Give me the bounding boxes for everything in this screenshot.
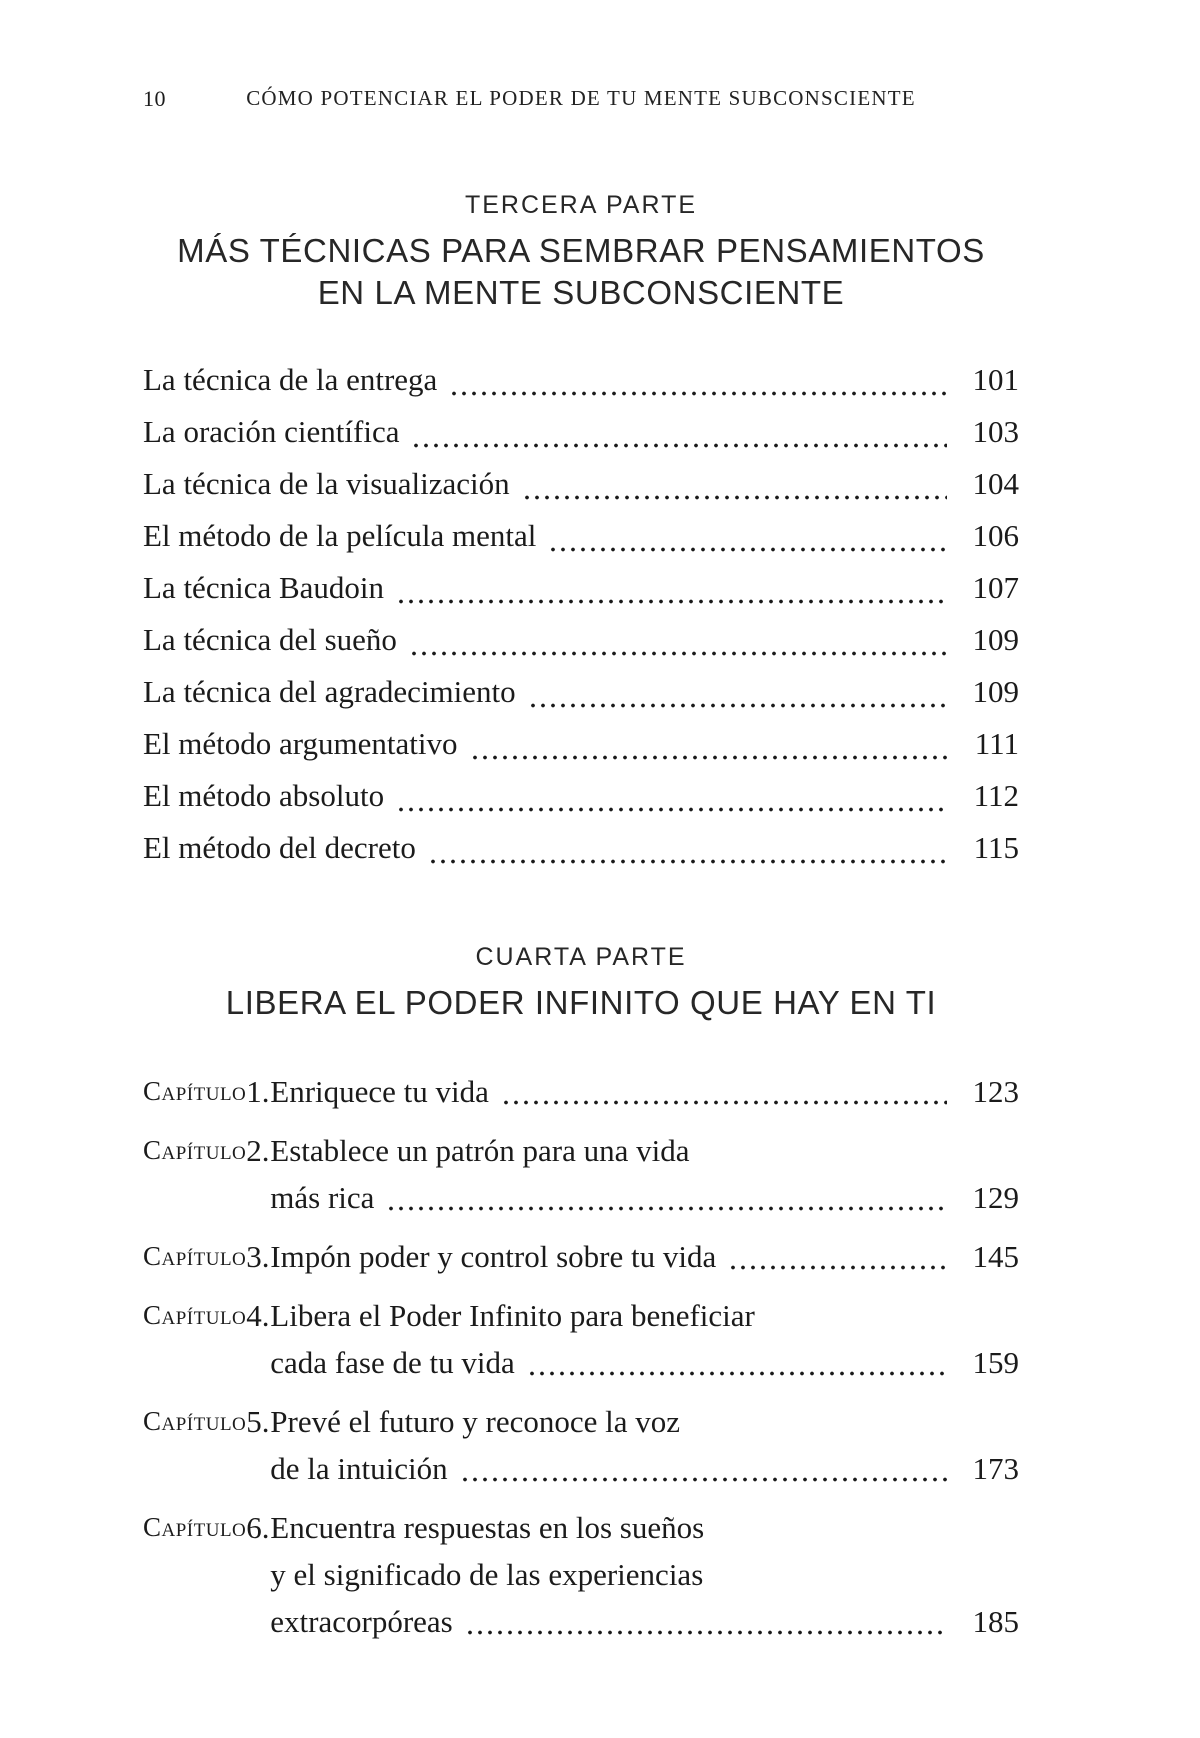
- dot-leader: [449, 391, 947, 396]
- chapter-title-line: más rica: [270, 1180, 375, 1215]
- toc-entry: [143, 562, 1019, 614]
- chapter-body: [246, 1127, 1019, 1221]
- chapter-entry: [143, 1292, 1019, 1386]
- toc-entry-page: 109: [972, 674, 1019, 709]
- chapter-title-line: Establece un patrón para una vida: [270, 1133, 690, 1168]
- toc-entry-title: La oración científica: [143, 414, 400, 449]
- chapter-label: Capítulo: [143, 1241, 247, 1271]
- chapter-title-line: cada fase de tu vida: [270, 1345, 515, 1380]
- chapter-label: Capítulo: [143, 1300, 247, 1330]
- chapter-number: 6.: [246, 1510, 270, 1545]
- chapter-title-line: y el significado de las experiencias: [270, 1557, 704, 1592]
- chapter-number: 1.: [246, 1074, 270, 1109]
- dot-leader: [465, 1630, 947, 1635]
- chapter-line: [246, 1174, 1019, 1221]
- chapter-line: [246, 1398, 1019, 1445]
- toc-entry-page: 101: [972, 362, 1019, 397]
- toc-entry: [143, 510, 1019, 562]
- chapter-page: 129: [972, 1180, 1019, 1215]
- chapter-entry: [143, 1398, 1019, 1492]
- toc-entry-page: 109: [972, 622, 1019, 657]
- toc-entry-page: 107: [972, 570, 1019, 605]
- toc-entry: [143, 458, 1019, 510]
- dot-leader: [411, 443, 947, 448]
- chapter-label: Capítulo: [143, 1135, 247, 1165]
- chapter-line: [246, 1445, 1019, 1492]
- toc-entry-page: 111: [974, 726, 1019, 761]
- chapter-number: 5.: [246, 1404, 270, 1439]
- dot-leader: [728, 1265, 947, 1270]
- toc-entry: [143, 770, 1019, 822]
- toc-entry-page: 103: [972, 414, 1019, 449]
- toc-entry-title: La técnica Baudoin: [143, 570, 385, 605]
- toc-entry: [143, 718, 1019, 770]
- chapter-entry: [143, 1504, 1019, 1645]
- dot-leader: [470, 755, 947, 760]
- toc-entry: [143, 666, 1019, 718]
- chapter-number: 4.: [246, 1298, 270, 1333]
- toc-entry: [143, 354, 1019, 406]
- chapter-entry: [143, 1233, 1019, 1280]
- chapter-title-line: Enriquece tu vida: [270, 1074, 489, 1109]
- chapter-line: [246, 1068, 1019, 1115]
- part3-toc-list: [143, 354, 1019, 874]
- chapter-title-line: extracorpóreas: [270, 1604, 453, 1639]
- part3-title: [143, 230, 1019, 314]
- chapter-title-line: Libera el Poder Infinito para beneficiar: [270, 1298, 755, 1333]
- toc-entry-title: La técnica de la visualización: [143, 466, 510, 501]
- dot-leader: [528, 703, 947, 708]
- toc-entry-title: La técnica del agradecimiento: [143, 674, 516, 709]
- chapter-line: [246, 1127, 1019, 1174]
- toc-entry-page: 115: [973, 830, 1019, 865]
- chapter-line: [246, 1292, 1019, 1339]
- toc-entry: [143, 406, 1019, 458]
- chapter-body: [246, 1068, 1019, 1115]
- toc-entry-title: La técnica del sueño: [143, 622, 397, 657]
- part3-title-line2: EN LA MENTE SUBCONSCIENTE: [317, 274, 845, 311]
- chapter-line: [246, 1339, 1019, 1386]
- running-header: CÓMO POTENCIAR EL PODER DE TU MENTE SUBCONSCIENTE: [246, 86, 916, 110]
- chapter-title-line: de la intuición: [270, 1451, 448, 1486]
- part4-chapter-list: [143, 1068, 1019, 1645]
- toc-entry: [143, 822, 1019, 874]
- chapter-label: Capítulo: [143, 1076, 247, 1106]
- dot-leader: [527, 1371, 947, 1376]
- part3-heading: [143, 188, 1019, 314]
- dot-leader: [396, 807, 947, 812]
- dot-leader: [460, 1477, 947, 1482]
- toc-entry-title: El método de la película mental: [143, 518, 537, 553]
- dot-leader: [396, 599, 947, 604]
- dot-leader: [428, 859, 947, 864]
- chapter-body: [246, 1292, 1019, 1386]
- chapter-page: 173: [972, 1451, 1019, 1486]
- dot-leader: [522, 495, 947, 500]
- toc-entry-page: 112: [973, 778, 1019, 813]
- toc-entry-page: 106: [972, 518, 1019, 553]
- toc-entry-title: El método del decreto: [143, 830, 416, 865]
- chapter-body: [246, 1504, 1019, 1645]
- chapter-page: 185: [972, 1604, 1019, 1639]
- part3-kicker: TERCERA PARTE: [464, 191, 698, 219]
- part3-title-line1: MÁS TÉCNICAS PARA SEMBRAR PENSAMIENTOS: [177, 232, 985, 269]
- chapter-line: [246, 1598, 1019, 1645]
- chapter-title-line: Impón poder y control sobre tu vida: [270, 1239, 717, 1274]
- chapter-page: 145: [972, 1239, 1019, 1274]
- part4-title: LIBERA EL PODER INFINITO QUE HAY EN TI: [225, 984, 937, 1021]
- page-header: [143, 86, 1019, 114]
- toc-entry-title: La técnica de la entrega: [143, 362, 438, 397]
- folio-page-number: 10: [143, 86, 166, 111]
- chapter-label: Capítulo: [143, 1406, 247, 1436]
- chapter-entry: [143, 1127, 1019, 1221]
- chapter-line: [246, 1233, 1019, 1280]
- chapter-title-line: Encuentra respuestas en los sueños: [270, 1510, 705, 1545]
- chapter-entry: [143, 1068, 1019, 1115]
- part4-heading: [143, 940, 1019, 1024]
- toc-entry-page: 104: [972, 466, 1019, 501]
- dot-leader: [501, 1100, 947, 1105]
- chapter-page: 123: [972, 1074, 1019, 1109]
- chapter-number: 3.: [246, 1239, 270, 1274]
- part4-kicker: CUARTA PARTE: [475, 943, 687, 971]
- dot-leader: [548, 547, 947, 552]
- chapter-body: [246, 1233, 1019, 1280]
- chapter-label: Capítulo: [143, 1512, 247, 1542]
- chapter-number: 2.: [246, 1133, 270, 1168]
- toc-entry-title: El método argumentativo: [143, 726, 458, 761]
- chapter-page: 159: [972, 1345, 1019, 1380]
- toc-entry: [143, 614, 1019, 666]
- chapter-title-line: Prevé el futuro y reconoce la voz: [270, 1404, 680, 1439]
- chapter-body: [246, 1398, 1019, 1492]
- toc-entry-title: El método absoluto: [143, 778, 385, 813]
- chapter-line: [246, 1504, 1019, 1551]
- chapter-line: [246, 1551, 1019, 1598]
- dot-leader: [409, 651, 947, 656]
- dot-leader: [386, 1206, 947, 1211]
